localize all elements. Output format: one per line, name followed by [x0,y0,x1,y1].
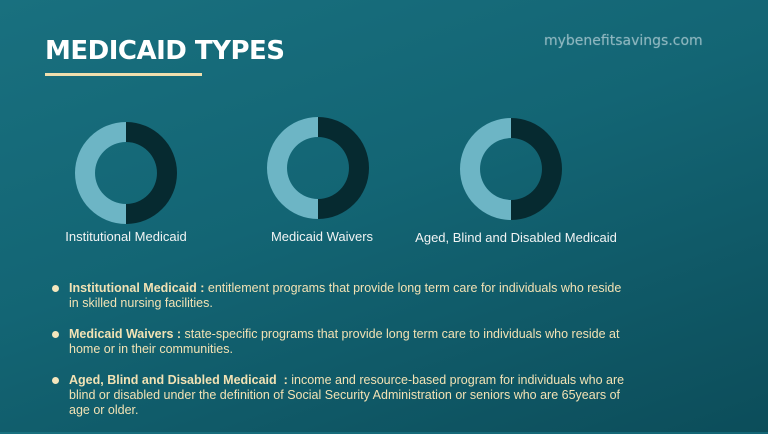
donut-light-segment [75,122,126,224]
bullet-dot-icon [52,285,59,292]
donut-aged-blind-disabled [458,116,564,222]
watermark: mybenefitsavings.com [544,33,703,49]
donut-label-aged-blind-disabled: Aged, Blind and Disabled Medicaid [415,230,617,245]
bullet-item [52,373,632,418]
donut-institutional-medicaid [73,120,179,226]
donut-dark-segment [318,117,369,219]
bullet-text: income and resource-based program for individuals who are blind or disabled under the definition of Social Security Administration or seniors who are 65years of age or older. [69,373,625,417]
bullet-text: state-specific programs that provide long term care to individuals who reside at home or in their communities. [69,327,620,356]
bullet-term: Institutional Medicaid : [69,281,205,295]
donut-medicaid-waivers [265,115,371,221]
bullet-dot-icon [52,377,59,384]
bullet-term: Aged, Blind and Disabled Medicaid : [69,373,288,387]
donut-dark-segment [126,122,177,224]
donut-label-institutional: Institutional Medicaid [65,229,187,244]
title-underline [45,73,202,76]
donut-light-segment [267,117,318,219]
donut-light-segment [460,118,511,220]
donut-dark-segment [511,118,562,220]
bullet-item [52,281,632,311]
bullet-term: Medicaid Waivers : [69,327,182,341]
bullet-text: entitlement programs that provide long term care for individuals who reside in skilled nursing facilities. [69,281,622,310]
donut-label-waivers: Medicaid Waivers [270,229,374,244]
bullet-list [52,281,632,434]
bullet-dot-icon [52,331,59,338]
bullet-item [52,327,632,357]
slide-title: MEDICAID TYPES [45,36,285,66]
